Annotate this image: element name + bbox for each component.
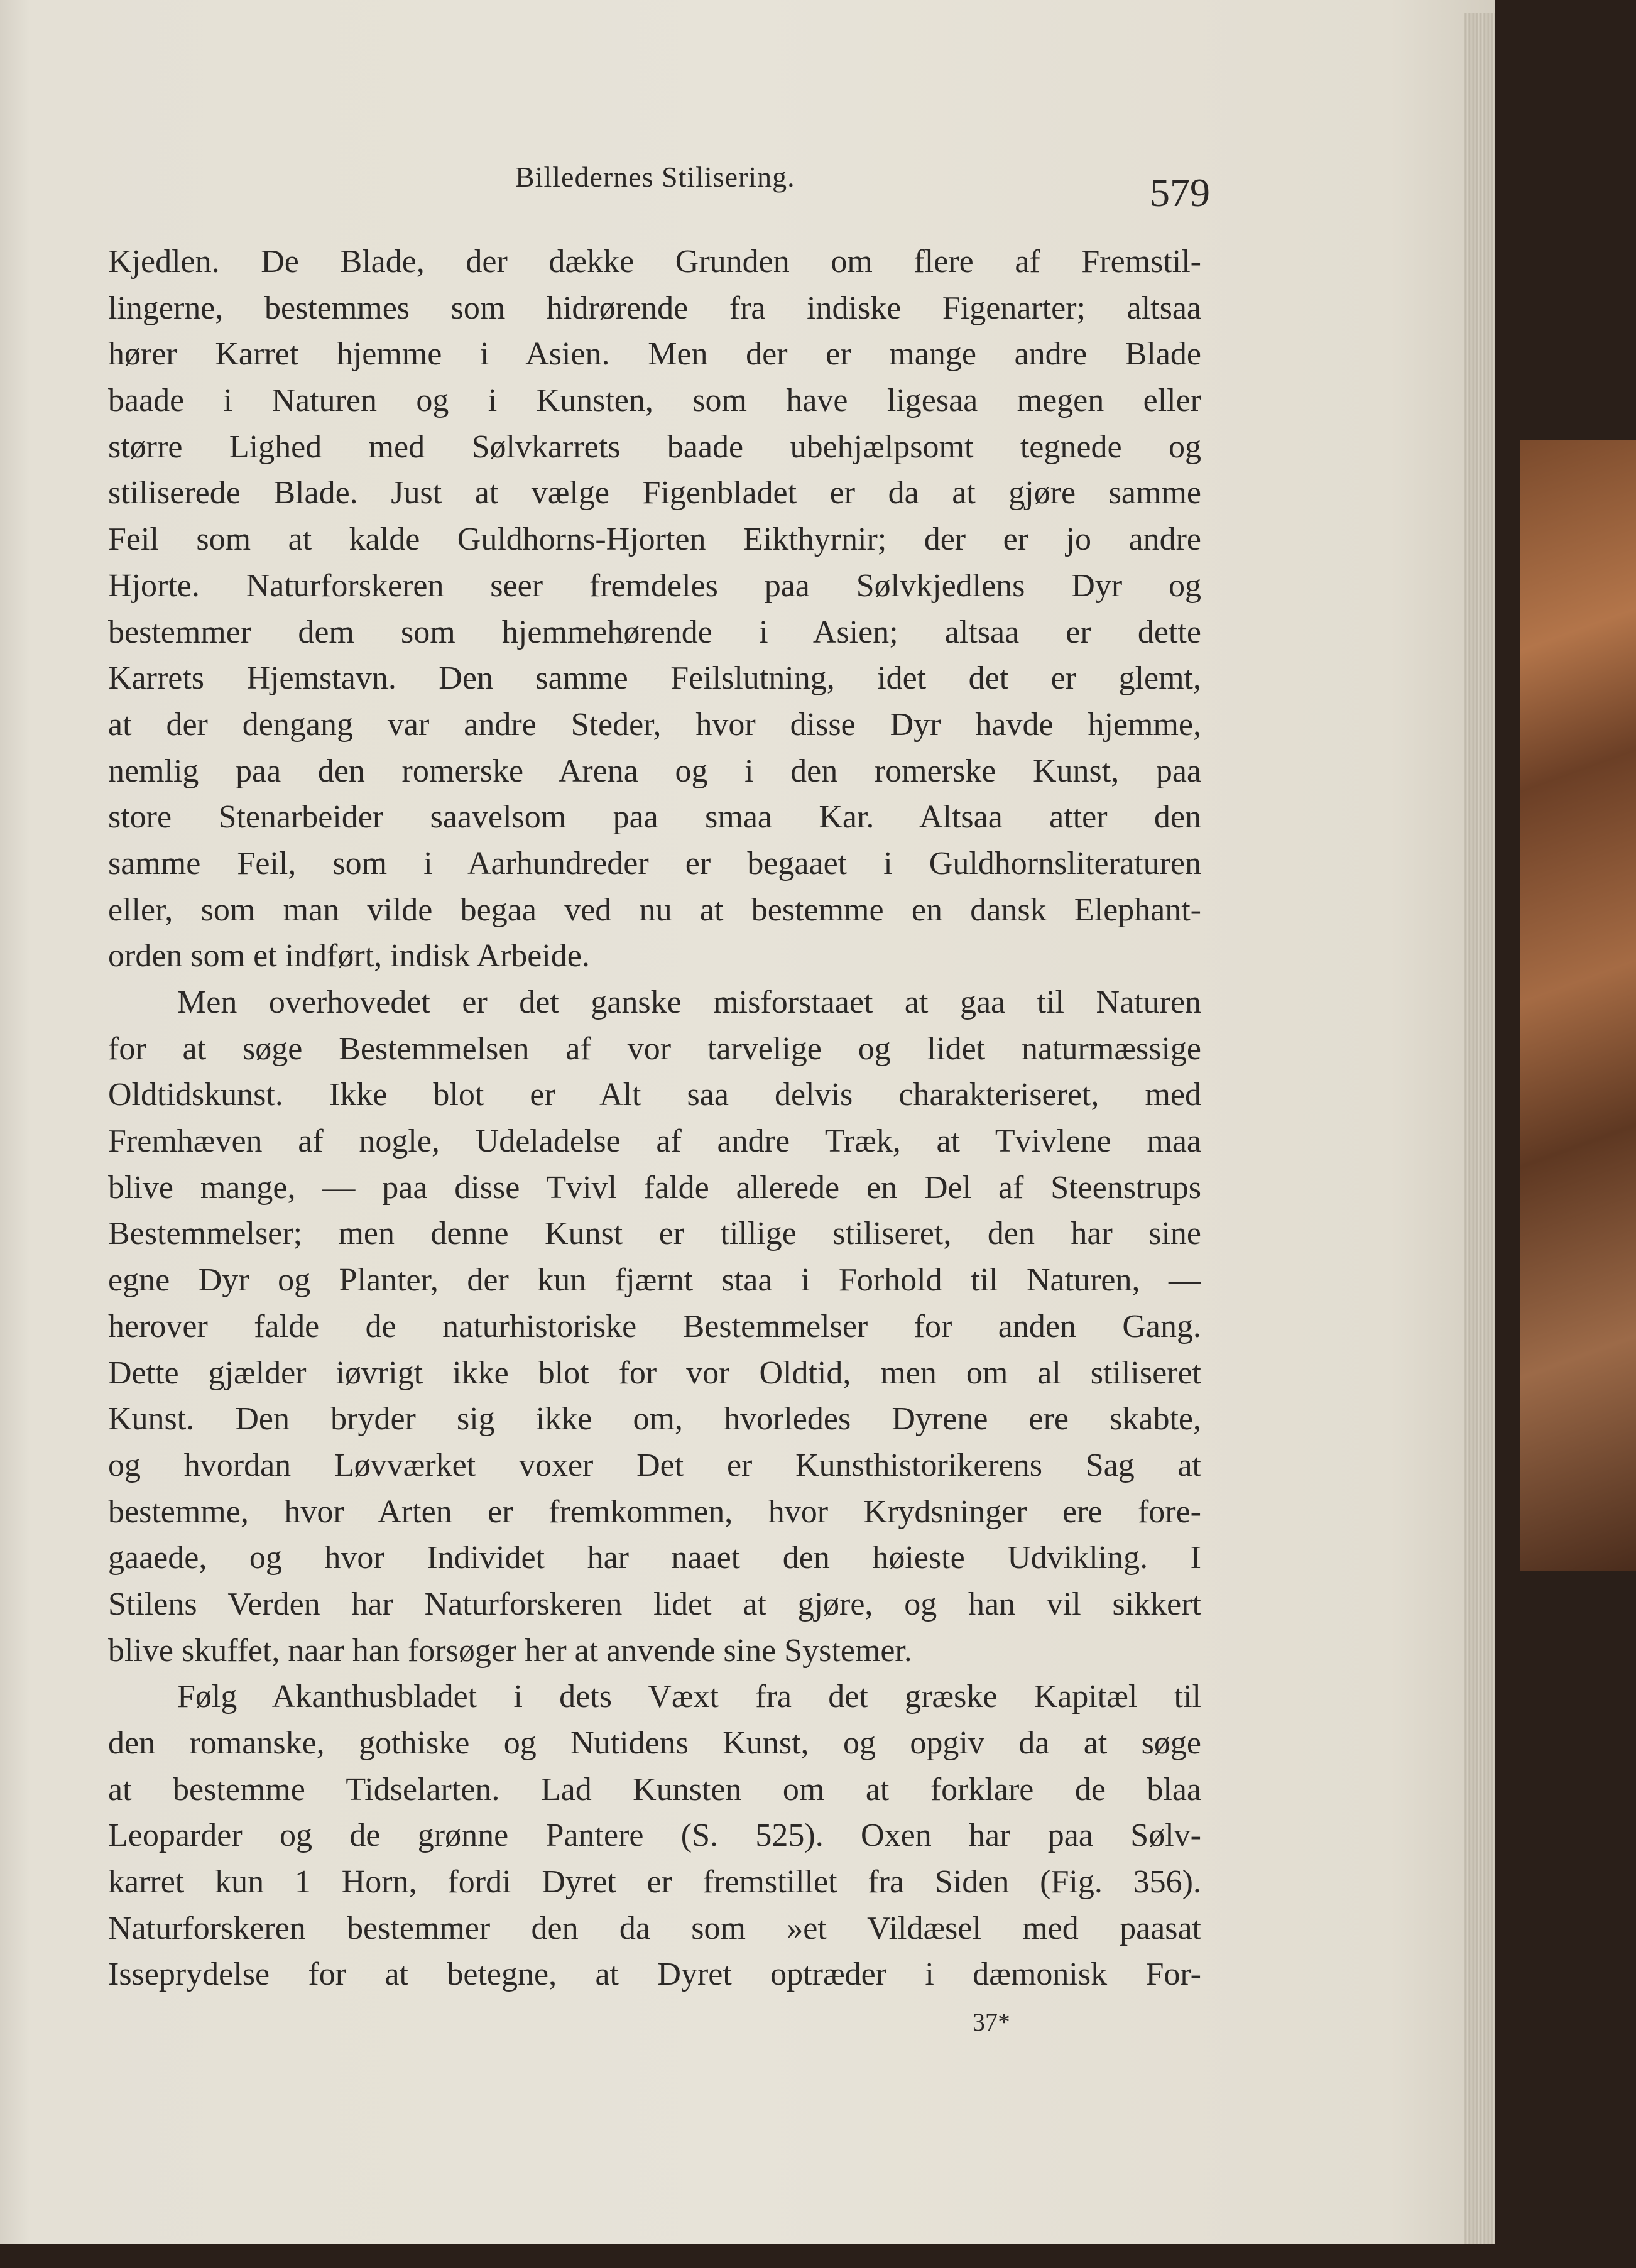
text-line: blive skuffet, naar han forsøger her at anvende sine Systemer. — [108, 1632, 912, 1669]
text-line: Oldtidskunst. Ikke blot er Alt saa delvis charakteriseret, med — [108, 1077, 1201, 1113]
marbled-cover — [1520, 440, 1636, 1571]
text-line: store Stenarbeider saavelsom paa smaa Kar. Altsaa atter den — [108, 799, 1201, 836]
text-line: lingerne, bestemmes som hidrørende fra indiske Figenarter; altsaa — [108, 290, 1201, 326]
text-line: Leoparder og de grønne Pantere (S. 525). Oxen har paa Sølv- — [108, 1818, 1201, 1854]
text-line: Fremhæven af nogle, Udeladelse af andre Træk, at Tvivlene maa — [108, 1123, 1201, 1160]
text-line: Kunst. Den bryder sig ikke om, hvorledes Dyrene ere skabte, — [108, 1401, 1201, 1437]
text-line: Dette gjælder iøvrigt ikke blot for vor Oldtid, men om al stiliseret — [108, 1355, 1201, 1391]
running-header: Billedernes Stilisering. — [515, 161, 795, 193]
text-line: nemlig paa den romerske Arena og i den romerske Kunst, paa — [108, 753, 1201, 789]
text-line: og hvordan Løvværket voxer Det er Kunsthistorikerens Sag at — [108, 1447, 1201, 1483]
text-line: gaaede, og hvor Individet har naaet den høieste Udvikling. I — [108, 1540, 1201, 1576]
text-line: for at søge Bestemmelsen af vor tarvelige og lidet naturmæssige — [108, 1030, 1201, 1067]
text-line: Naturforskeren bestemmer den da som »et Vildæsel med paasat — [108, 1910, 1201, 1946]
page-number: 579 — [1150, 170, 1210, 215]
text-line: Isseprydelse for at betegne, at Dyret optræder i dæmonisk For- — [108, 1956, 1201, 1993]
text-line: bestemme, hvor Arten er fremkommen, hvor Krydsninger ere fore- — [108, 1493, 1201, 1530]
body-text — [108, 239, 1201, 1998]
text-line: bestemmer dem som hjemmehørende i Asien; altsaa er dette — [108, 614, 1201, 650]
text-line: eller, som man vilde begaa ved nu at bestemme en dansk Elephant- — [108, 891, 1201, 928]
text-line: baade i Naturen og i Kunsten, som have ligesaa megen eller — [108, 383, 1201, 419]
text-line: hører Karret hjemme i Asien. Men der er mange andre Blade — [108, 336, 1201, 373]
text-line: blive mange, — paa disse Tvivl falde allerede en Del af Steenstrups — [108, 1169, 1201, 1206]
text-line: orden som et indført, indisk Arbeide. — [108, 938, 590, 974]
text-line: Feil som at kalde Guldhorns-Hjorten Eikthyrnir; der er jo andre — [108, 521, 1201, 558]
text-line: samme Feil, som i Aarhundreder er begaaet i Guldhornsliteraturen — [108, 845, 1201, 881]
text-line: Men overhovedet er det ganske misforstaaet at gaa til Naturen — [177, 984, 1201, 1020]
text-line: karret kun 1 Horn, fordi Dyret er fremstillet fra Siden (Fig. 356). — [108, 1864, 1201, 1900]
text-line: Karrets Hjemstavn. Den samme Feilslutning, idet det er glemt, — [108, 660, 1201, 697]
page-edges — [1464, 13, 1495, 2249]
text-line: større Lighed med Sølvkarrets baade ubehjælpsomt tegnede og — [108, 428, 1201, 465]
signature-mark: 37* — [973, 2008, 1010, 2036]
text-line: at bestemme Tidselarten. Lad Kunsten om at forklare de blaa — [108, 1771, 1201, 1807]
text-line: stiliserede Blade. Just at vælge Figenbladet er da at gjøre samme — [108, 475, 1201, 511]
text-line: Bestemmelser; men denne Kunst er tillige stiliseret, den har sine — [108, 1216, 1201, 1252]
text-line: Følg Akanthusbladet i dets Væxt fra det græske Kapitæl til — [177, 1679, 1201, 1715]
book-edge-bottom — [0, 2244, 1636, 2268]
text-line: herover falde de naturhistoriske Bestemmelser for anden Gang. — [108, 1308, 1201, 1344]
text-line: Hjorte. Naturforskeren seer fremdeles paa Sølvkjedlens Dyr og — [108, 567, 1201, 604]
text-line: Stilens Verden har Naturforskeren lidet at gjøre, og han vil sikkert — [108, 1586, 1201, 1622]
text-line: den romanske, gothiske og Nutidens Kunst, og opgiv da at søge — [108, 1725, 1201, 1761]
text-line: egne Dyr og Planter, der kun fjærnt staa i Forhold til Naturen, — — [108, 1262, 1201, 1299]
text-line: Kjedlen. De Blade, der dække Grunden om flere af Fremstil- — [108, 244, 1201, 280]
text-line: at der dengang var andre Steder, hvor disse Dyr havde hjemme, — [108, 706, 1201, 743]
